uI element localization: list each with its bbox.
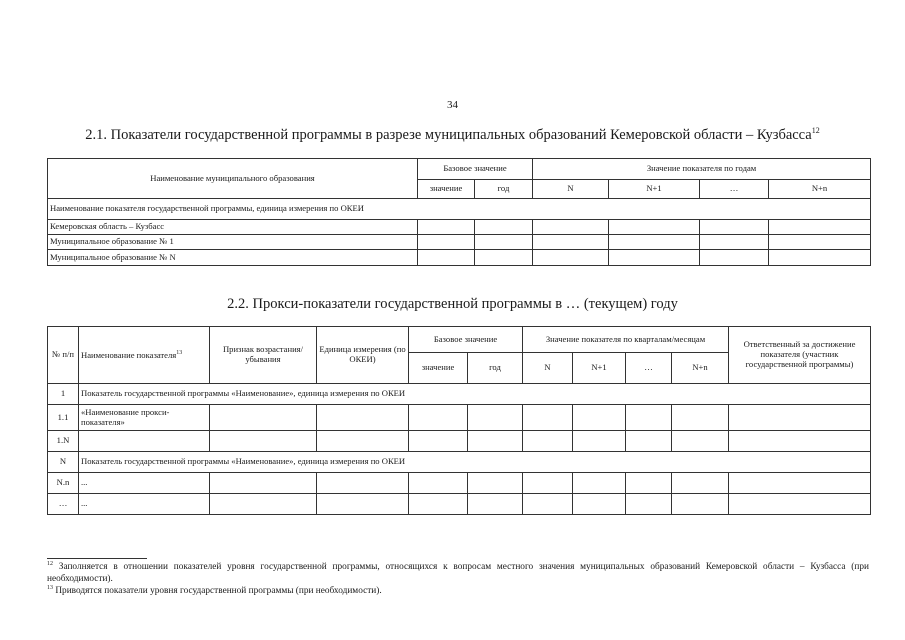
empty-cell (468, 494, 523, 515)
row-indicator-text: Показатель государственной программы «Наименование», единица измерения по ОКЕИ (79, 384, 871, 405)
table-row (48, 250, 871, 266)
empty-cell (573, 431, 626, 452)
empty-cell (523, 473, 573, 494)
empty-cell (468, 405, 523, 431)
table-row (48, 220, 871, 235)
empty-cell (523, 431, 573, 452)
header-values-by-years: Значение показателя по годам (533, 159, 871, 180)
row-indicator-text: Показатель государственной программы «Наименование», единица измерения по ОКЕИ (79, 452, 871, 473)
empty-cell (729, 431, 871, 452)
empty-cell (769, 250, 871, 266)
empty-cell (475, 250, 533, 266)
subheader-value: значение (409, 353, 468, 384)
footnote-ref-13: 13 (176, 349, 183, 356)
empty-cell (418, 220, 475, 235)
row-num: N (48, 452, 79, 473)
empty-cell (418, 235, 475, 250)
empty-cell (626, 431, 672, 452)
row-proxy-name: ... (79, 494, 210, 515)
row-num: 1 (48, 384, 79, 405)
subheader-year: год (475, 180, 533, 199)
empty-cell (626, 494, 672, 515)
proxy-indicators-table (47, 326, 871, 515)
header-base-value: Базовое значение (418, 159, 533, 180)
page-number: 34 (447, 99, 458, 111)
subheader-quarter-dots: … (626, 353, 672, 384)
empty-cell (317, 405, 409, 431)
subheader-year-dots: … (700, 180, 769, 199)
table-row (48, 405, 871, 431)
empty-cell (317, 494, 409, 515)
row-proxy-name: «Наименование прокси-показателя» (79, 405, 210, 431)
empty-cell (672, 431, 729, 452)
header-indicator-name-text: Наименование показателя (81, 349, 177, 360)
row-label-muni-n: Муниципальное образование № N (48, 250, 418, 266)
footnotes (47, 561, 869, 597)
empty-cell (609, 235, 700, 250)
empty-cell (210, 431, 317, 452)
empty-cell (468, 431, 523, 452)
empty-cell (700, 235, 769, 250)
header-unit: Единица измерения (по ОКЕИ) (317, 327, 409, 384)
empty-cell (769, 220, 871, 235)
empty-cell (409, 473, 468, 494)
subheader-year-n: N (533, 180, 609, 199)
row-label-region: Кемеровская область – Кузбасс (48, 220, 418, 235)
row-label-muni-1: Муниципальное образование № 1 (48, 235, 418, 250)
empty-cell (729, 494, 871, 515)
section-title-proxy-indicators: 2.2. Прокси-показатели государственной программы в … (текущем) году (227, 296, 678, 312)
empty-cell (317, 473, 409, 494)
empty-cell (409, 431, 468, 452)
empty-cell (573, 473, 626, 494)
section-title-municipal-indicators (0, 126, 905, 144)
subheader-year-n1: N+1 (609, 180, 700, 199)
empty-cell (475, 220, 533, 235)
subheader-year-nn: N+n (769, 180, 871, 199)
header-values-by-quarters: Значение показателя по кварталам/месяцам (523, 327, 729, 353)
empty-cell (533, 250, 609, 266)
empty-cell (79, 431, 210, 452)
header-indicator-name (79, 327, 210, 384)
empty-cell (468, 473, 523, 494)
empty-cell (672, 405, 729, 431)
empty-cell (523, 494, 573, 515)
empty-cell (475, 235, 533, 250)
row-num: … (48, 494, 79, 515)
empty-cell (533, 220, 609, 235)
empty-cell (700, 220, 769, 235)
empty-cell (210, 405, 317, 431)
empty-cell (409, 494, 468, 515)
empty-cell (729, 405, 871, 431)
empty-cell (626, 405, 672, 431)
empty-cell (700, 250, 769, 266)
footnote-divider (47, 558, 147, 559)
footnote-13 (47, 585, 869, 597)
table-row (48, 452, 871, 473)
header-num: № п/п (48, 327, 79, 384)
empty-cell (523, 405, 573, 431)
footnote-12-number: 12 (47, 561, 53, 567)
footnote-ref-12: 12 (811, 126, 820, 135)
row-num: 1.N (48, 431, 79, 452)
empty-cell (672, 473, 729, 494)
empty-cell (409, 405, 468, 431)
section-title-text: 2.1. Показатели государственной программы в разрезе муниципальных образований Кемеровской области – Кузбасса (85, 127, 812, 143)
header-base-value: Базовое значение (409, 327, 523, 353)
empty-cell (210, 494, 317, 515)
subheader-quarter-n: N (523, 353, 573, 384)
empty-cell (609, 220, 700, 235)
row-num: N.n (48, 473, 79, 494)
table-row (48, 494, 871, 515)
footnote-12 (47, 561, 869, 585)
footnote-13-text: Приводятся показатели уровня государственной программы (при необходимости). (55, 586, 382, 597)
header-trend-sign: Признак возрастания/ убывания (210, 327, 317, 384)
indicator-row: Наименование показателя государственной программы, единица измерения по ОКЕИ (48, 199, 871, 220)
municipal-indicators-table (47, 158, 871, 266)
empty-cell (533, 235, 609, 250)
empty-cell (317, 431, 409, 452)
footnote-13-number: 13 (47, 585, 53, 592)
header-responsible: Ответственный за достижение показателя (участник государственной программы) (729, 327, 871, 384)
subheader-quarter-nn: N+n (672, 353, 729, 384)
empty-cell (729, 473, 871, 494)
empty-cell (672, 494, 729, 515)
empty-cell (626, 473, 672, 494)
subheader-year: год (468, 353, 523, 384)
table-row (48, 473, 871, 494)
footnote-12-text: Заполняется в отношении показателей уровня государственной программы, относящихся к вопросам местного значения муниципальных образований Кемеровской области – Кузбасса (при необходимости). (47, 562, 869, 585)
table-row (48, 235, 871, 250)
subheader-quarter-n1: N+1 (573, 353, 626, 384)
empty-cell (418, 250, 475, 266)
row-num: 1.1 (48, 405, 79, 431)
subheader-value: значение (418, 180, 475, 199)
empty-cell (210, 473, 317, 494)
empty-cell (573, 405, 626, 431)
table-row (48, 384, 871, 405)
table-row (48, 431, 871, 452)
empty-cell (609, 250, 700, 266)
empty-cell (769, 235, 871, 250)
empty-cell (573, 494, 626, 515)
header-municipality: Наименование муниципального образования (48, 159, 418, 199)
row-proxy-name: ... (79, 473, 210, 494)
